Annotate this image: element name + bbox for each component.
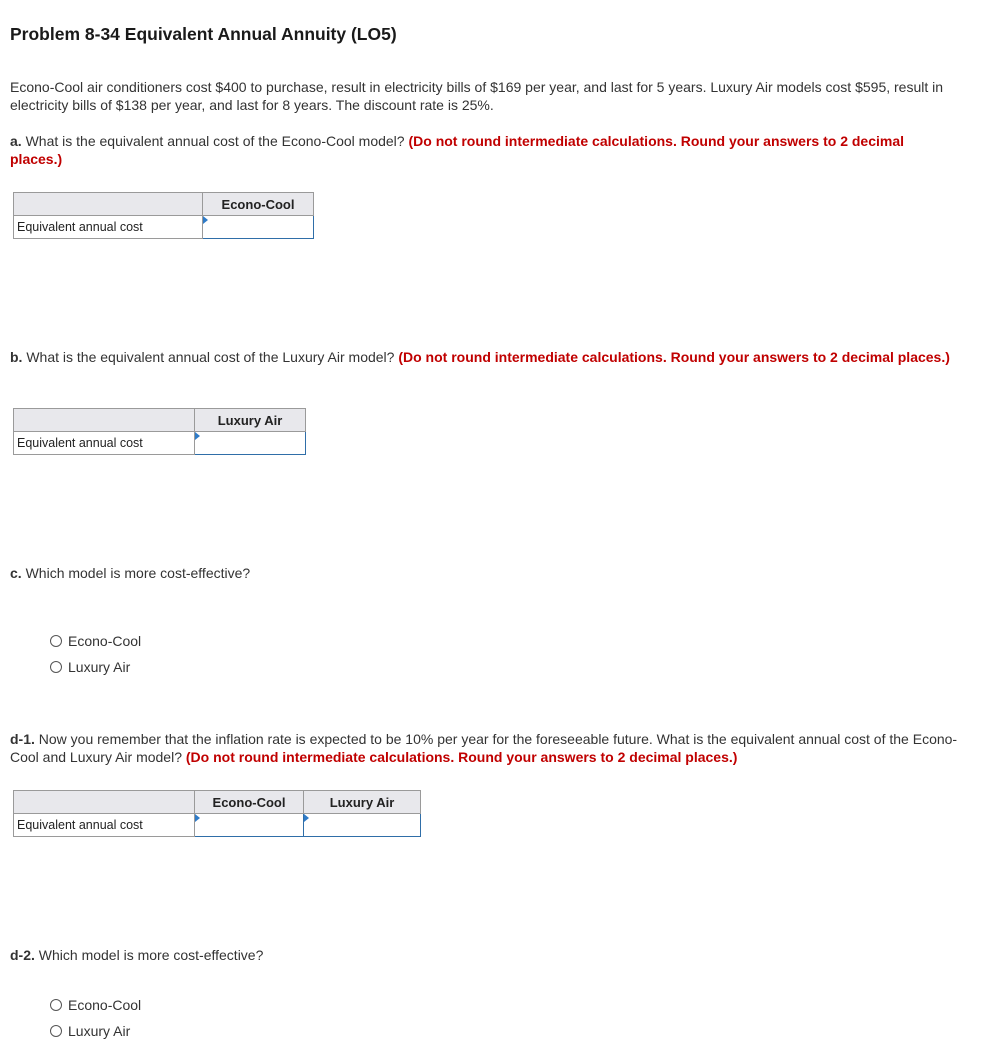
question-d1-text: Now you remember that the inflation rate is expected to be 10% per year for the foreseeable future. What is the equivalent annual cost of the Econo-Cool and Luxury Air model? [10, 731, 958, 765]
question-d2-label: d-2. [10, 947, 35, 963]
question-c [10, 564, 960, 582]
table-d1-corner [14, 791, 195, 814]
econo-cool-eac-input-cell [203, 216, 314, 239]
question-a-text: What is the equivalent annual cost of the Econo-Cool model? [21, 133, 409, 149]
table-a-corner [14, 193, 203, 216]
problem-intro: Econo-Cool air conditioners cost $400 to purchase, result in electricity bills of $169 per year, and last for 5 years. Luxury Air models cost $595, result in electricity bills of $138 per year, and last for 8 years. The discount rate is 25%. [10, 79, 944, 113]
radio-button-icon[interactable] [50, 635, 62, 647]
answer-table-b [13, 408, 306, 455]
radio-option-d2-econo-cool[interactable] [50, 995, 141, 1015]
radio-option-d2-luxury-air[interactable] [50, 1021, 130, 1041]
radio-button-icon[interactable] [50, 1025, 62, 1037]
radio-button-icon[interactable] [50, 661, 62, 673]
answer-table-a [13, 192, 314, 239]
radio-option-label: Econo-Cool [68, 633, 142, 649]
table-b-corner [14, 409, 195, 432]
luxury-air-eac-input-cell [195, 432, 306, 455]
question-a-instruction: (Do not round intermediate calculations. Round your answers to 2 decimal places.) [10, 133, 905, 167]
question-d1-instruction: (Do not round intermediate calculations. Round your answers to 2 decimal places.) [185, 749, 738, 765]
question-d2-text: Which model is more cost-effective? [34, 947, 264, 963]
luxury-air-eac-input[interactable] [195, 433, 305, 453]
question-b-label: b. [10, 349, 23, 365]
page-title: Problem 8-34 Equivalent Annual Annuity (LO5) [10, 24, 397, 44]
table-b-header-luxury-air: Luxury Air [195, 409, 306, 432]
table-b-row-label: Equivalent annual cost [14, 432, 195, 455]
econo-cool-inflation-eac-input[interactable] [195, 815, 303, 835]
input-flag-icon [195, 814, 200, 822]
question-d2 [10, 946, 960, 964]
table-a-header-econo-cool: Econo-Cool [203, 193, 314, 216]
input-flag-icon [203, 216, 208, 224]
question-a-label: a. [10, 133, 22, 149]
question-b-text: What is the equivalent annual cost of the Luxury Air model? [22, 349, 399, 365]
table-a-row-label: Equivalent annual cost [14, 216, 203, 239]
question-d1-label: d-1. [10, 731, 35, 747]
question-c-text: Which model is more cost-effective? [21, 565, 251, 581]
input-flag-icon [304, 814, 309, 822]
radio-option-c-econo-cool[interactable] [50, 631, 141, 651]
econo-cool-inflation-eac-input-cell [195, 814, 304, 837]
answer-table-d1 [13, 790, 421, 837]
question-b-instruction: (Do not round intermediate calculations. Round your answers to 2 decimal places.) [398, 349, 950, 365]
input-flag-icon [195, 432, 200, 440]
question-a [10, 132, 960, 168]
table-d1-header-econo-cool: Econo-Cool [195, 791, 304, 814]
radio-option-c-luxury-air[interactable] [50, 657, 130, 677]
question-d1 [10, 730, 960, 766]
question-c-label: c. [10, 565, 22, 581]
radio-option-label: Luxury Air [68, 659, 131, 675]
question-b [10, 348, 960, 366]
radio-option-label: Econo-Cool [68, 997, 142, 1013]
econo-cool-eac-input[interactable] [203, 217, 313, 237]
radio-button-icon[interactable] [50, 999, 62, 1011]
table-d1-header-luxury-air: Luxury Air [304, 791, 421, 814]
luxury-air-inflation-eac-input-cell [304, 814, 421, 837]
table-d1-row-label: Equivalent annual cost [14, 814, 195, 837]
radio-option-label: Luxury Air [68, 1023, 131, 1039]
luxury-air-inflation-eac-input[interactable] [304, 815, 420, 835]
